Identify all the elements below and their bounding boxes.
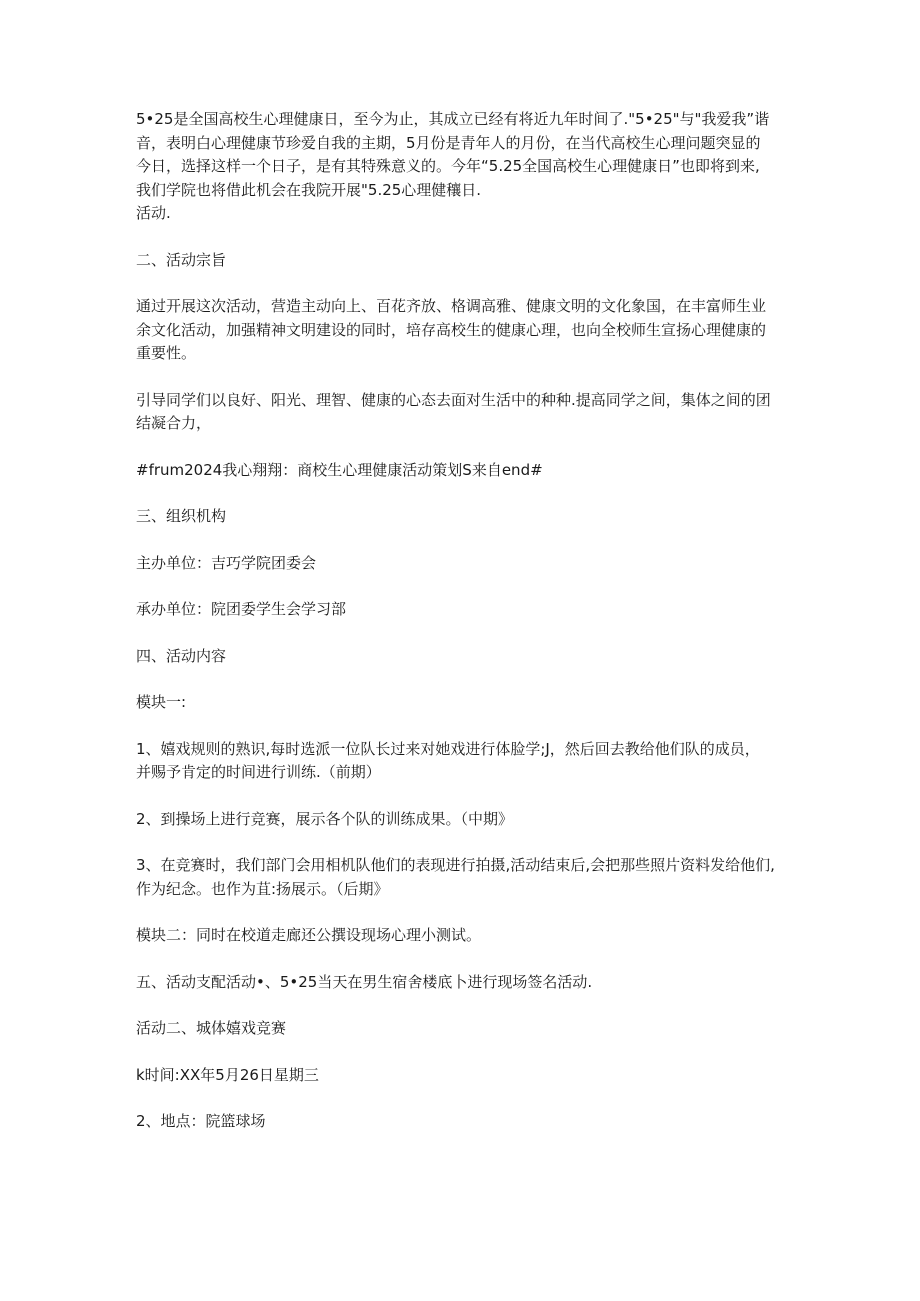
text-line: 音，表明白心理健康节珍爱自我的主期，5月份是青年人的月份，在当代高校生心理问题突显的	[136, 133, 761, 152]
text-line: 模块一:	[136, 693, 187, 711]
text-line: 引导同学们以良好、阳光、理智、健康的心态去面对生活中的种种.提高同学之间，集体之间的团	[136, 390, 771, 409]
text-line: 重要性。	[136, 344, 197, 362]
purpose-paragraph	[136, 389, 788, 436]
list-item	[136, 738, 788, 785]
text-line: 2、地点：院篮球场	[136, 1112, 266, 1130]
watermark-line	[136, 459, 788, 483]
text-line: 2、到操场上进行竞赛，展示各个队的训练成果。（中期》	[136, 809, 514, 828]
text-line: 余文化活动，加强精神文明建设的同时，培存高校生的健康心理，也向全校师生宣扬心理健康的	[136, 320, 767, 339]
text-line: 1、嬉戏规则的熟识,每时选派一位队长过来对她戏进行体脸学;J，然后回去教给他们队的成员，	[136, 739, 760, 758]
section-heading	[136, 249, 788, 273]
document-body	[136, 108, 788, 1134]
text-line: 活动.	[136, 204, 171, 222]
activity-heading	[136, 1017, 788, 1041]
section-heading	[136, 505, 788, 529]
text-line: #frum2024我心翔翔：商校生心理健康活动策划S来自end#	[136, 460, 543, 479]
text-line: 承办单位：院团委学生会学习部	[136, 600, 347, 618]
text-line: 活动二、城体嬉戏竞赛	[136, 1019, 287, 1037]
list-item	[136, 854, 788, 901]
text-line: 5•25是全国高校生心理健康日，至今为止，其成立已经有将近九年时间了."5•25"与"我爱我”谐	[136, 110, 770, 128]
host-line	[136, 552, 788, 576]
text-line: 3、在竞赛时，我们部门会用相机队他们的表现进行拍摄,活动结束后,会把那些照片资料发给他们,	[136, 856, 775, 874]
text-line: 模块二：同时在校道走廊还公撰设现场心理小测试。	[136, 926, 482, 944]
list-item	[136, 808, 788, 832]
organizer-line	[136, 598, 788, 622]
section-heading	[136, 971, 788, 995]
heading-text: 五、活动支配活动•、5•25当天在男生宿舍楼底卜进行现场签名活动.	[136, 972, 593, 991]
section-heading	[136, 645, 788, 669]
purpose-paragraph	[136, 295, 788, 366]
text-line: 结凝合力，	[136, 414, 212, 432]
text-line: k时间:XX年5月26日星期三	[136, 1065, 319, 1084]
module-heading	[136, 691, 788, 715]
place-line	[136, 1110, 788, 1134]
module-heading	[136, 924, 788, 948]
text-line: 主办单位：吉巧学院团委会	[136, 553, 317, 572]
text-line: 我们学院也将借此机会在我院开展"5.25心理健穰日.	[136, 180, 482, 199]
heading-text: 三、组织机构	[136, 507, 227, 525]
text-line: 作为纪念。也作为苴:扬展示。（后期》	[136, 879, 389, 898]
text-line: 今日，选择这样一个日子，是有其特殊意义的。今年“5.25全国高校生心理健康日”也即将到来,	[136, 157, 760, 175]
heading-text: 四、活动内容	[136, 646, 227, 665]
text-line: 通过开展这次活动，营造主动向上、百花齐放、格调高雅、健康文明的文化象国，在丰富师生业	[136, 297, 767, 315]
text-line: 并赐予肯定的时间进行训练.（前期）	[136, 763, 381, 781]
intro-paragraph	[136, 108, 788, 226]
heading-text: 二、活动宗旨	[136, 250, 227, 269]
time-line	[136, 1064, 788, 1088]
